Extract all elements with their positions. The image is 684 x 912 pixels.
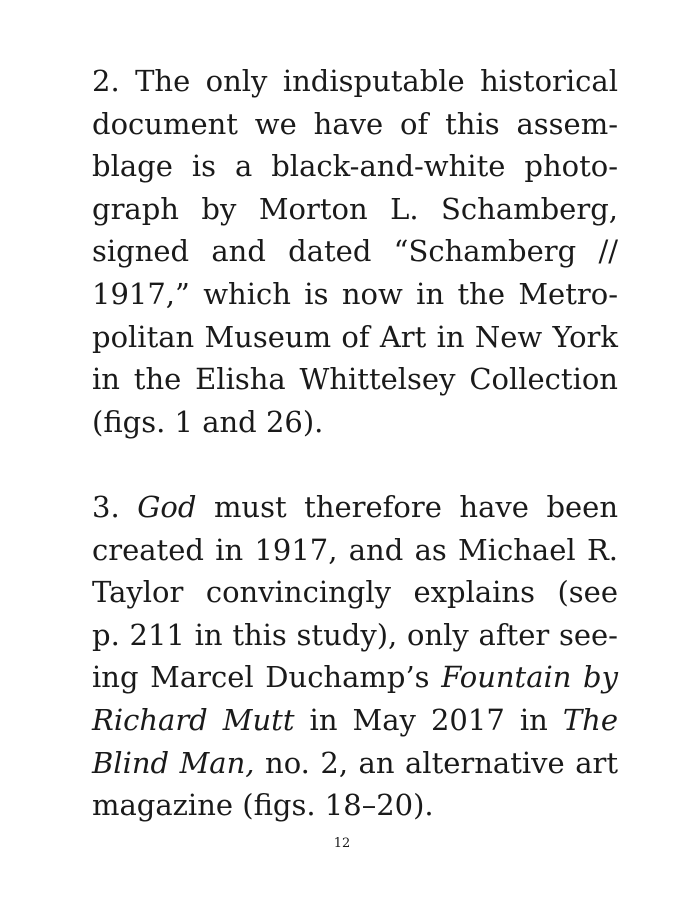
paragraph-2-line: 2. The only indisputable historical [92, 64, 618, 98]
page-number: 12 [333, 836, 351, 851]
paragraph-3-line [92, 486, 618, 529]
paragraph-2-line: politan Museum of Art in New York [92, 319, 618, 354]
title-god: God [137, 490, 197, 524]
paragraph-3-number: 3. [92, 490, 120, 524]
paragraph-2-line: document we have of this assem- [92, 106, 618, 141]
paragraph-3 [92, 486, 618, 827]
paragraph-3-text: must therefore have been [213, 490, 619, 524]
paragraph-2-line: graph by Morton L. Schamberg, [92, 191, 618, 226]
paragraph-2-line: signed and dated “Schamberg // [92, 234, 618, 269]
paragraph-2-line: (figs. 1 and 26). [92, 404, 324, 439]
paragraph-2 [92, 60, 618, 443]
paragraph-2-line: blage is a black-and-white photo- [92, 149, 618, 184]
paragraph-3-text: in May 2017 in [309, 702, 548, 737]
title-blind-man-cont: Blind Man, [92, 745, 255, 780]
paragraph-3-line [92, 742, 618, 785]
paragraph-2-line: in the Elisha Whittelsey Collection [92, 362, 618, 397]
paragraph-3-line: magazine (figs. 18–20). [92, 788, 434, 823]
paragraph-3-line: Taylor convincingly explains (see [92, 575, 618, 610]
paragraph-3-text: ing Marcel Duchamp’s [92, 660, 430, 695]
title-blind-man: The [562, 702, 619, 737]
paragraph-3-text: no. 2, an alternative art [265, 745, 619, 780]
paragraph-3-line [92, 699, 618, 742]
paragraph-3-line [92, 656, 618, 699]
paragraph-2-line: 1917,” which is now in the Metro- [92, 276, 618, 311]
title-fountain: Fountain by [441, 660, 619, 695]
paragraph-3-line: created in 1917, and as Michael R. [92, 532, 618, 567]
title-fountain-cont: Richard Mutt [92, 702, 295, 737]
paragraph-3-line: p. 211 in this study), only after see- [92, 617, 618, 652]
